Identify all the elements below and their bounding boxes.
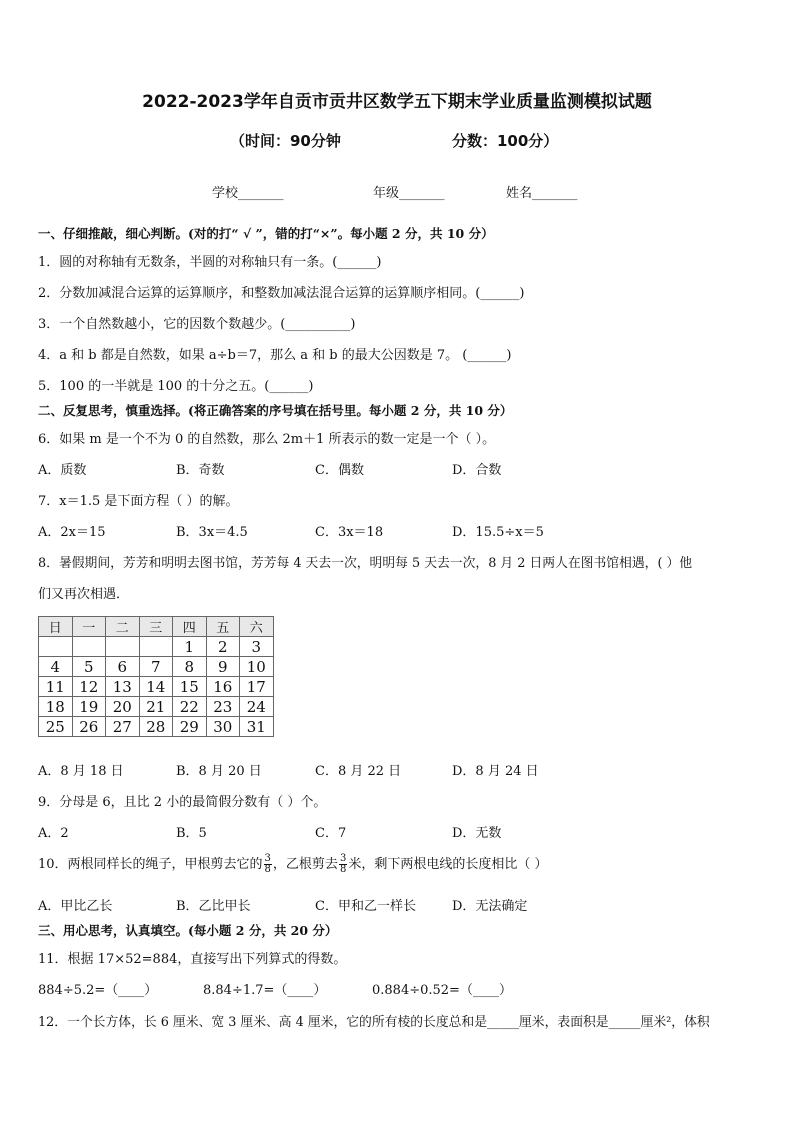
calendar-header-row [39,617,274,637]
q8-option-d: D．8 月 24 日 [452,764,539,779]
exam-score: 分数：100分） [452,132,559,150]
question-7: 7．x＝1.5 是下面方程（ ）的解。 [38,494,239,509]
calendar-cell: 29 [173,717,207,737]
calendar-header-cell: 二 [106,617,140,637]
q6-option-b: B．奇数 [176,463,225,478]
q7-option-d: D．15.5÷x＝5 [452,525,544,540]
calendar-header-cell: 四 [173,617,207,637]
question-5: 5．100 的一半就是 100 的十分之五。(______) [38,379,314,394]
calendar-cell: 28 [139,717,173,737]
calendar-cell: 22 [173,697,207,717]
calendar-cell: 2 [206,637,240,657]
calendar-cell: 7 [139,657,173,677]
q10-option-c: C．甲和乙一样长 [315,899,416,914]
question-12: 12．一个长方体，长 6 厘米、宽 3 厘米、高 4 厘米，它的所有棱的长度总和是_____厘米，表面积是_____厘米²，体积 [38,1015,710,1030]
section-3-heading: 三、用心思考，认真填空。(每小题 2 分，共 20 分） [38,923,338,938]
calendar-cell: 10 [240,657,274,677]
calendar-cell [139,637,173,657]
q10-option-d: D．无法确定 [452,899,528,914]
name-field: 姓名_______ [506,186,578,201]
fraction-three-eighths [264,854,272,875]
q6-option-d: D．合数 [452,463,502,478]
exam-time: （时间：90分钟 [230,132,341,150]
page-title: 2022-2023学年自贡市贡井区数学五下期末学业质量监测模拟试题 [142,92,652,112]
calendar-cell: 18 [39,697,73,717]
q10-option-a: A．甲比乙长 [38,899,113,914]
section-1-heading: 一、仔细推敲，细心判断。(对的打“ √ ”，错的打“×”。每小题 2 分，共 10 分） [38,226,494,241]
fraction-three-eighths-meters [339,854,347,875]
calendar-header-cell: 五 [206,617,240,637]
q9-option-b: B．5 [176,826,207,841]
calendar-cell: 26 [72,717,106,737]
calendar-cell: 8 [173,657,207,677]
q9-option-d: D．无数 [452,826,502,841]
question-9: 9．分母是 6，且比 2 小的最简假分数有（ ）个。 [38,795,327,810]
q10-option-b: B．乙比甲长 [176,899,251,914]
calendar-cell: 5 [72,657,106,677]
fraction-denominator: 8 [264,864,271,875]
q8-option-c: C．8 月 22 日 [315,764,402,779]
calendar-cell: 23 [206,697,240,717]
calendar-cell: 31 [240,717,274,737]
calendar-cell: 17 [240,677,274,697]
calendar-cell: 14 [139,677,173,697]
question-4: 4．a 和 b 都是自然数，如果 a÷b＝7，那么 a 和 b 的最大公因数是 7。 (______) [38,348,512,363]
calendar-cell: 1 [173,637,207,657]
calendar-header-cell: 一 [72,617,106,637]
calendar-cell: 4 [39,657,73,677]
q8-option-b: B．8 月 20 日 [176,764,262,779]
section-2-heading: 二、反复思考，慎重选择。(将正确答案的序号填在括号里。每小题 2 分，共 10 分） [38,403,513,418]
calendar-header-cell: 日 [39,617,73,637]
question-8-line-2: 们又再次相遇． [38,587,130,602]
calendar-cell: 16 [206,677,240,697]
question-10 [38,853,547,875]
calendar-row [39,657,274,677]
calendar-cell: 15 [173,677,207,697]
calendar-cell: 19 [72,697,106,717]
calendar-cell: 13 [106,677,140,697]
q10-text-part-2: ，乙根剪去 [272,857,338,872]
calendar-cell: 25 [39,717,73,737]
q11-item-2: 8.84÷1.7=（____） [203,983,327,998]
question-8-line-1: 8．暑假期间，芳芳和明明去图书馆，芳芳每 4 天去一次，明明每 5 天去一次，8 月 2 日两人在图书馆相遇，( ）他 [38,556,693,571]
school-field: 学校_______ [212,186,284,201]
calendar-cell [106,637,140,657]
calendar-cell [39,637,73,657]
q6-option-a: A．质数 [38,463,87,478]
question-11: 11．根据 17×52=884，直接写出下列算式的得数。 [38,952,347,967]
question-3: 3．一个自然数越小，它的因数个数越少。(__________) [38,317,356,332]
calendar-cell [72,637,106,657]
calendar-header-cell: 三 [139,617,173,637]
grade-field: 年级_______ [373,186,445,201]
calendar-cell: 30 [206,717,240,737]
fraction-numerator: 3 [264,853,271,864]
calendar-row [39,697,274,717]
calendar-cell: 21 [139,697,173,717]
q11-item-1: 884÷5.2=（____） [38,983,158,998]
calendar-cell: 6 [106,657,140,677]
calendar-table [38,616,274,737]
q7-option-a: A．2x＝15 [38,525,106,540]
calendar-cell: 27 [106,717,140,737]
question-1: 1．圆的对称轴有无数条，半圆的对称轴只有一条。(______) [38,255,382,270]
calendar-cell: 3 [240,637,274,657]
q10-text-part-1: 10．两根同样长的绳子，甲根剪去它的 [38,857,263,872]
q10-text-part-3: 米，剩下两根电线的长度相比（ ） [348,857,548,872]
calendar-cell: 9 [206,657,240,677]
calendar-cell: 20 [106,697,140,717]
calendar-cell: 12 [72,677,106,697]
calendar-cell: 24 [240,697,274,717]
calendar-row [39,637,274,657]
fraction-denominator: 8 [339,864,347,875]
q8-option-a: A．8 月 18 日 [38,764,124,779]
q9-option-a: A．2 [38,826,69,841]
question-6: 6．如果 m 是一个不为 0 的自然数，那么 2m＋1 所表示的数一定是一个（ ）。 [38,432,496,447]
q6-option-c: C．偶数 [315,463,364,478]
q11-item-3: 0.884÷0.52=（____） [372,983,512,998]
q7-option-c: C．3x＝18 [315,525,384,540]
calendar-header-cell: 六 [240,617,274,637]
calendar-row [39,677,274,697]
question-2: 2．分数加减混合运算的运算顺序，和整数加减法混合运算的运算顺序相同。(______) [38,286,525,301]
q7-option-b: B．3x＝4.5 [176,525,248,540]
fraction-numerator: 3 [339,853,347,864]
calendar-cell: 11 [39,677,73,697]
calendar-row [39,717,274,737]
q9-option-c: C．7 [315,826,347,841]
